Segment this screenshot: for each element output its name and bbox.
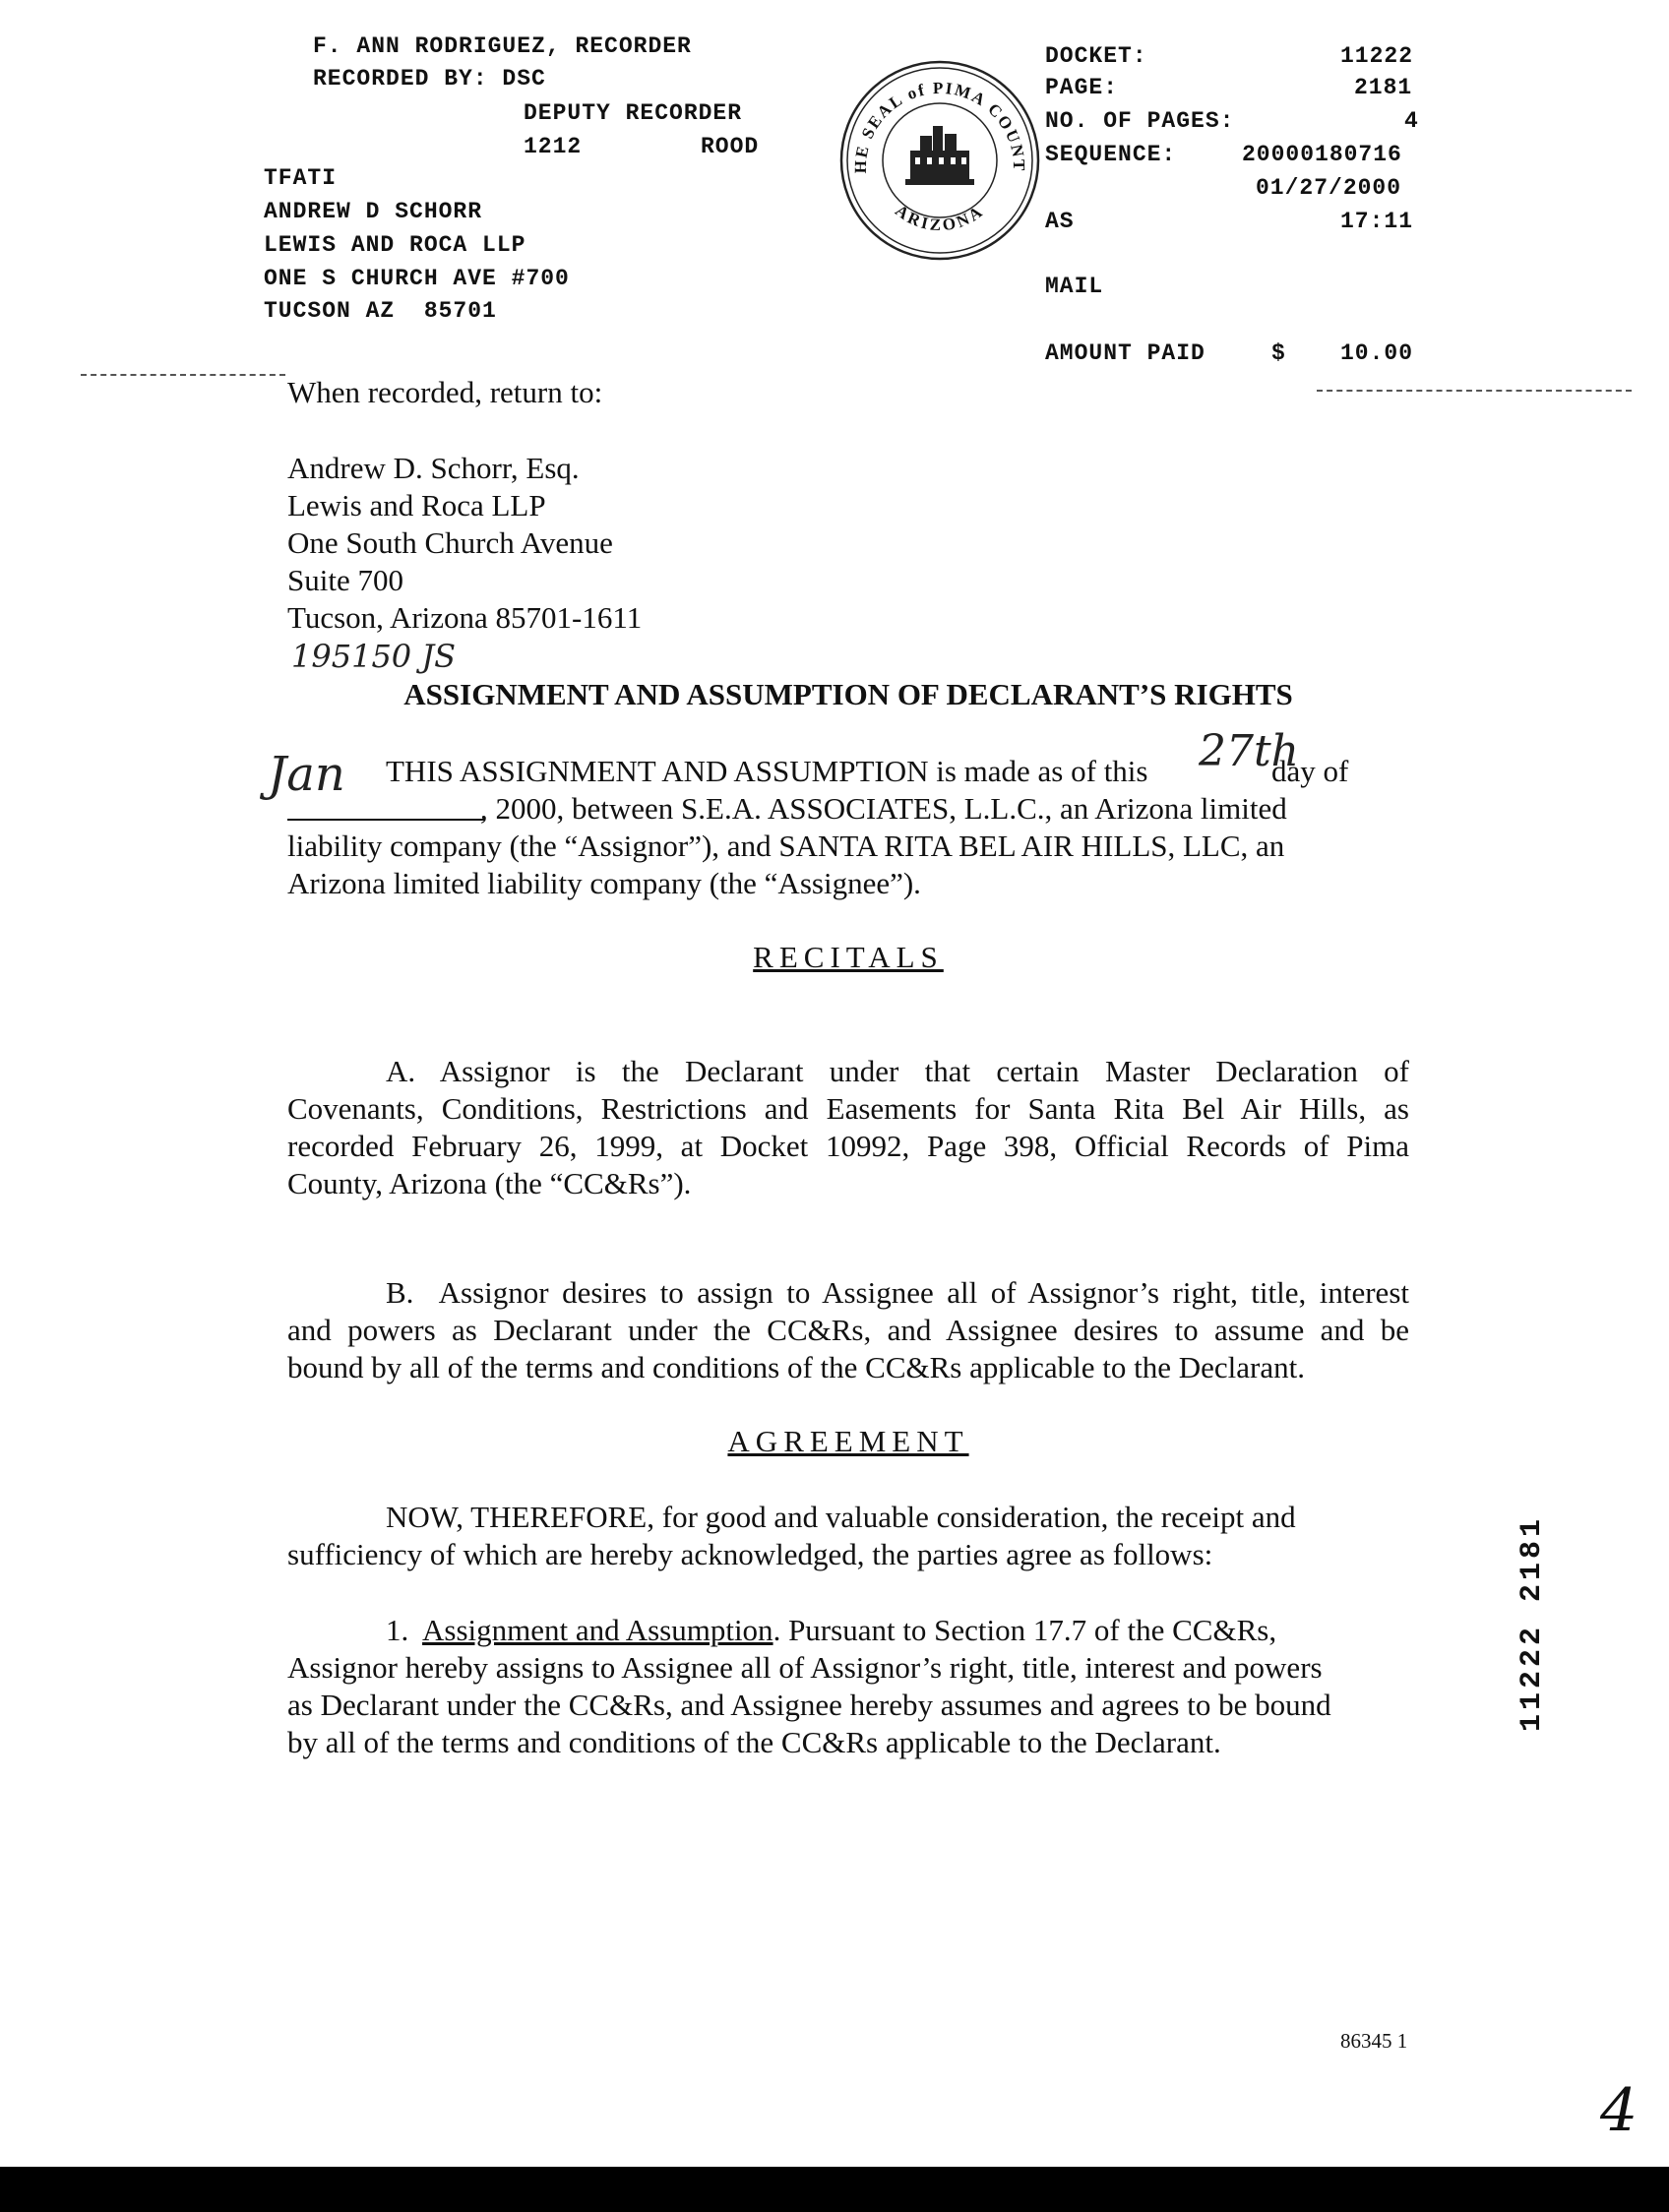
section-1-line: Assignor hereby assigns to Assignee all of Assignor’s right, title, interest and powers: [287, 1650, 1323, 1685]
scan-artifact-line: [81, 374, 285, 376]
mailing-line: TUCSON AZ 85701: [264, 298, 497, 324]
return-address-line: Tucson, Arizona 85701-1611: [287, 600, 643, 635]
return-address-line: Lewis and Roca LLP: [287, 488, 546, 522]
amount-currency: $: [1271, 340, 1286, 366]
section-title: Assignment and Assumption: [422, 1613, 773, 1647]
amount-label: AMOUNT PAID: [1045, 340, 1205, 366]
intro-line: , 2000, between S.E.A. ASSOCIATES, L.L.C., an Arizona limited: [480, 791, 1287, 826]
as-label: AS: [1045, 209, 1075, 234]
intro-line: Arizona limited liability company (the “Assignee”).: [287, 866, 921, 900]
handwritten-day: 27th: [1199, 726, 1300, 776]
section-1-line: by all of the terms and conditions of the CC&Rs applicable to the Declarant.: [287, 1725, 1221, 1759]
recital-a-line: recorded February 26, 1999, at Docket 10992, Page 398, Official Records of Pima: [287, 1129, 1409, 1163]
agreement-intro-line: NOW, THEREFORE, for good and valuable consideration, the receipt and: [386, 1500, 1296, 1534]
return-address-line: Suite 700: [287, 563, 403, 597]
record-date: 01/27/2000: [1256, 175, 1402, 201]
recital-b-line: and powers as Declarant under the CC&Rs, and Assignee desires to assume and be: [287, 1313, 1409, 1347]
amount-value: 10.00: [1340, 340, 1414, 366]
scan-artifact-line: [1317, 390, 1632, 392]
mailing-line: LEWIS AND ROCA LLP: [264, 232, 526, 258]
agreement-heading-text: AGREEMENT: [727, 1424, 969, 1458]
handwritten-page-mark: 4: [1600, 2076, 1638, 2145]
section-1-line: as Declarant under the CC&Rs, and Assignee hereby assumes and agrees to be bound: [287, 1688, 1331, 1722]
agreement-heading: [287, 1424, 1409, 1459]
blank-underline: [287, 819, 484, 821]
recorder-name: F. ANN RODRIGUEZ, RECORDER: [313, 33, 692, 59]
recorder-code: ROOD: [701, 134, 760, 159]
seal-top-text: HE SEAL of PIMA COUNT: [850, 78, 1029, 174]
deputy-recorder: DEPUTY RECORDER: [524, 100, 743, 126]
docket-value: 11222: [1340, 43, 1414, 69]
mailing-line: TFATI: [264, 165, 338, 191]
page-label: PAGE:: [1045, 75, 1119, 100]
pages-label: NO. OF PAGES:: [1045, 108, 1235, 134]
document-title: ASSIGNMENT AND ASSUMPTION OF DECLARANT’S RIGHTS: [403, 677, 1293, 711]
recital-b-line: bound by all of the terms and conditions of the CC&Rs applicable to the Declarant.: [287, 1350, 1305, 1384]
return-address-line: Andrew D. Schorr, Esq.: [287, 451, 580, 485]
record-time: 17:11: [1340, 209, 1414, 234]
recital-b-line: B. Assignor desires to assign to Assignee all of Assignor’s right, title, interest: [386, 1275, 1409, 1310]
pages-value: 4: [1404, 108, 1419, 134]
return-address-line: One South Church Avenue: [287, 525, 613, 560]
intro-line: liability company (the “Assignor”), and SANTA RITA BEL AIR HILLS, LLC, an: [287, 829, 1285, 863]
recorder-id: 1212: [524, 134, 583, 159]
agreement-intro-line: sufficiency of which are hereby acknowledged, the parties agree as follows:: [287, 1537, 1213, 1571]
seal-bottom-text: ARIZONA: [892, 201, 988, 235]
return-to-heading: When recorded, return to:: [287, 375, 603, 409]
recorded-by: RECORDED BY: DSC: [313, 66, 546, 92]
handwritten-note: 195150 JS: [291, 638, 457, 675]
side-stamp: 11222 2181: [1515, 1514, 1549, 1732]
mailing-line: ONE S CHURCH AVE #700: [264, 266, 570, 291]
section-first-line-text: . Pursuant to Section 17.7 of the CC&Rs,: [773, 1613, 1277, 1647]
svg-text:ARIZONA: [892, 201, 988, 234]
mail-label: MAIL: [1045, 274, 1104, 299]
intro-line: THIS ASSIGNMENT AND ASSUMPTION is made as of this: [386, 754, 1148, 788]
sequence-value: 20000180716: [1242, 142, 1402, 167]
mailing-line: ANDREW D SCHORR: [264, 199, 483, 224]
recital-a-line: Covenants, Conditions, Restrictions and Easements for Santa Rita Bel Air Hills, as: [287, 1091, 1409, 1126]
scan-border-bar: [0, 2167, 1669, 2212]
recital-a-line: A. Assignor is the Declarant under that certain Master Declaration of: [386, 1054, 1409, 1088]
handwritten-month: Jan: [268, 747, 345, 802]
sequence-label: SEQUENCE:: [1045, 142, 1177, 167]
recital-a-line: County, Arizona (the “CC&Rs”).: [287, 1166, 692, 1200]
intro-line-end: day of: [1271, 754, 1349, 788]
section-number: 1.: [386, 1613, 409, 1647]
county-seal-icon: [836, 57, 1043, 264]
section-1-first-line: [386, 1612, 1276, 1650]
docket-label: DOCKET:: [1045, 43, 1147, 69]
recitals-heading: [287, 940, 1409, 975]
footer-doc-code: 86345 1: [1340, 2029, 1408, 2053]
recitals-heading-text: RECITALS: [753, 940, 944, 974]
page-value: 2181: [1354, 75, 1413, 100]
